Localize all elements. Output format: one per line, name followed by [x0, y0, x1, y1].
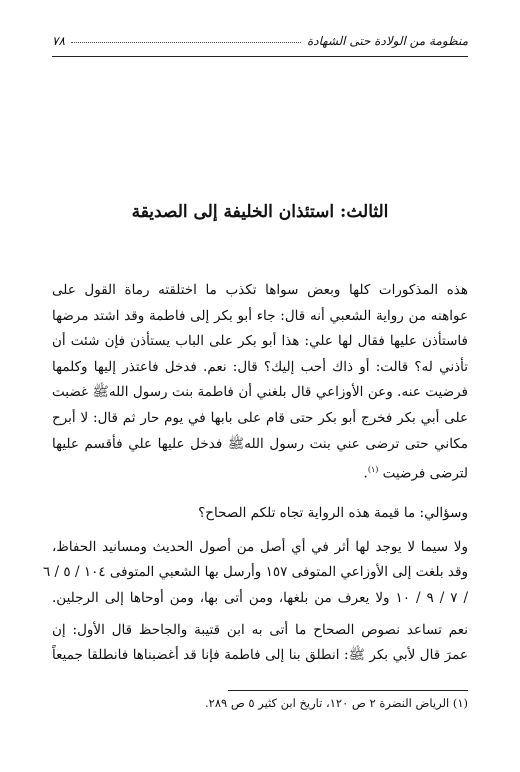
header-rule [52, 56, 468, 57]
section-title: الثالث: استئذان الخليفة إلى الصديقة [131, 202, 389, 222]
body-text [43, 278, 469, 669]
paragraph-3 [52, 618, 468, 669]
text-line: على أبي بكر فخرج أبو بكر حتى قام على بابها في يوم حار ثم قال: لا أبرح [52, 409, 468, 426]
text-line: فاستأذن عليها فقال لها علي: هذا أبو بكر على الباب يستأذن فإن شئت أن [52, 333, 468, 350]
footnote-marker[interactable]: (١) [367, 465, 379, 475]
text-line: هذه المذكورات كلها وبعض سواها تكذب ما اختلقته رماة القول على [52, 282, 468, 298]
running-header [52, 30, 468, 52]
text-fragment: لترضى فرضيت [382, 465, 468, 482]
text-line: عواهنه من رواية الشعبي أنه قال: جاء أبو بكر إلى فاطمة وقد اشتد مرضها [52, 307, 468, 324]
text-line [52, 457, 468, 487]
header-dot-leader [71, 34, 301, 43]
text-line: وقد بلغت إلى الأوزاعي المتوفى ١٥٧ وأرسل بها الشعبي المتوفى ١٠٤ / ٥ / ٦ [43, 564, 468, 581]
text-line: عمرَ قال لأبي بكر ﷺ: انطلق بنا إلى فاطمة فإنا قد أغضبناها فانطلقا جميعاً [52, 647, 468, 664]
paragraph-2 [43, 535, 469, 612]
text-line: نعم تساعد نصوص الصحاح ما أتى به ابن قتيبة والجاحظ قال الأول: إن [52, 621, 468, 638]
running-header-title: منظومة من الولادة حتى الشهادة [307, 34, 468, 48]
footnote-rule [228, 690, 468, 691]
page-number: ٧٨ [52, 34, 65, 48]
text-line: فرضيت عنه. وعن الأوزاعي قال بلغني أن فاطمة بنت رسول اللهﷺ غضبت [52, 384, 468, 401]
text-line: / ٧ / ٩ / ١٠ ولا يعرف من بلغها، ومن أتى بها، ومن أوحاها إلى الرجلين. [52, 590, 469, 607]
text-line: ولا سيما لا يوجد لها أثر في أي أصل من أصول الحديث ومسانيد الحفاظ، [52, 538, 469, 555]
text-line: تأذني له؟ قالت: أو ذاك أحب إليك؟ قال: نعم. فدخل فاعتذر إليها وكلمها [52, 358, 468, 375]
text-line: مكاني حتى ترضى عني بنت رسول اللهﷺ فدخل عليها علي فأقسم عليها [52, 435, 468, 452]
paragraph-1 [52, 278, 468, 487]
footnote: (١) الرياض النضرة ٢ ص ١٢٠، تاريخ ابن كثير ٥ ص ٢٨٩. [205, 696, 468, 710]
period: . [363, 465, 368, 482]
question-line: وسؤالي: ما قيمة هذه الرواية تجاه تلكم الصحاح؟ [198, 505, 468, 522]
